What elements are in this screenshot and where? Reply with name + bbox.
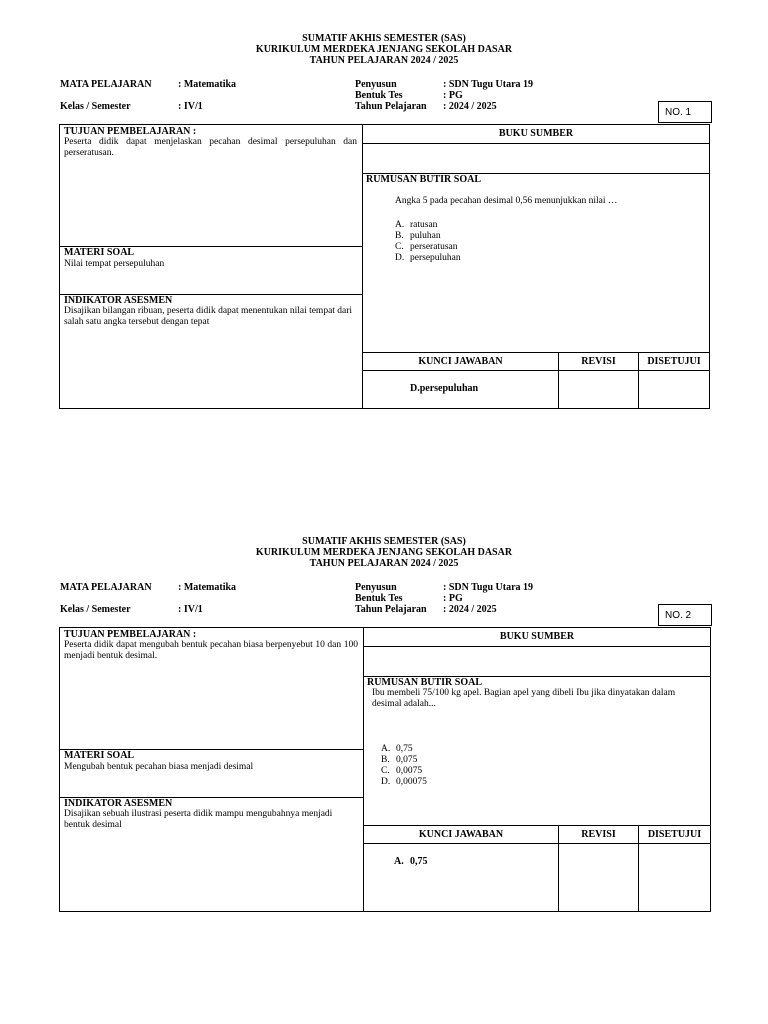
question-text: Angka 5 pada pecahan desimal 0,56 menunjukkan nilai … [395,196,618,206]
materi-text: Nilai tempat persepuluhan [64,259,165,269]
disetujui-title: DISETUJUI [647,356,701,367]
kelas-label: Kelas / Semester [60,604,131,615]
option-d: D. persepuluhan [395,253,461,263]
kelas-value: : IV/1 [178,101,203,112]
question-text: Ibu membeli 75/100 kg apel. Bagian apel yang dibeli Ibu jika dinyatakan dalam desimal adalah... [372,688,676,709]
penyusun-value: : SDN Tugu Utara 19 [443,79,534,90]
question-number-box: NO. 2 [658,604,712,626]
option-d: D. 0,00075 [381,777,427,787]
question-number-box: NO. 1 [658,101,712,123]
rumusan-title: RUMUSAN BUTIR SOAL [367,677,483,688]
revisi-title: REVISI [581,829,616,840]
kunci-title: KUNCI JAWABAN [418,356,503,367]
mapel-value: : Matematika [178,582,237,593]
divider [363,825,710,826]
tujuan-text: Peserta didik dapat menjelaskan pecahan desimal persepuluhan dan perseratusan. [64,137,357,158]
header-curriculum: KURIKULUM MERDEKA JENJANG SEKOLAH DASAR [255,547,513,558]
indikator-title: INDIKATOR ASESMEN [64,798,173,809]
answer-key: D.persepuluhan [410,383,479,394]
question-grid [59,627,711,912]
answer-key: A. 0,75 [394,856,428,867]
mapel-value: : Matematika [178,79,237,90]
penyusun-label: Penyusun [355,582,397,593]
tahun-label: Tahun Pelajaran [355,101,427,112]
materi-title: MATERI SOAL [64,750,135,761]
option-a: A. 0,75 [381,744,413,754]
tujuan-title: TUJUAN PEMBELAJARAN : [64,126,197,137]
header-curriculum: KURIKULUM MERDEKA JENJANG SEKOLAH DASAR [255,44,513,55]
penyusun-label: Penyusun [355,79,397,90]
bentuk-label: Bentuk Tes [355,593,403,604]
bentuk-value: : PG [443,90,463,101]
penyusun-value: : SDN Tugu Utara 19 [443,582,534,593]
mapel-label: MATA PELAJARAN [60,79,152,90]
kelas-label: Kelas / Semester [60,101,131,112]
option-b: B. puluhan [395,231,441,241]
buku-sumber-title: BUKU SUMBER [499,631,575,642]
kelas-value: : IV/1 [178,604,203,615]
option-c: C. 0,0075 [381,766,423,776]
divider [363,843,710,844]
bentuk-value: : PG [443,593,463,604]
divider [362,352,709,353]
header-year: TAHUN PELAJARAN 2024 / 2025 [309,55,459,66]
tujuan-text: Peserta didik dapat mengubah bentuk pecahan biasa berpenyebut 10 dan 100 menjadi bentuk desimal. [64,640,358,661]
materi-title: MATERI SOAL [64,247,135,258]
option-b: B. 0,075 [381,755,418,765]
indikator-title: INDIKATOR ASESMEN [64,295,173,306]
indikator-text: Disajikan bilangan ribuan, peserta didik dapat menentukan nilai tempat dari salah satu angka tersebut dengan tepat [64,306,353,327]
materi-text: Mengubah bentuk pecahan biasa menjadi desimal [64,762,254,772]
indikator-text: Disajikan sebuah ilustrasi peserta didik mampu mengubahnya menjadi bentuk desimal [64,809,333,830]
disetujui-title: DISETUJUI [647,829,702,840]
question-card-1 [0,0,768,410]
divider [362,143,709,144]
kunci-title: KUNCI JAWABAN [418,829,504,840]
divider [363,628,364,911]
rumusan-title: RUMUSAN BUTIR SOAL [366,174,482,185]
tujuan-title: TUJUAN PEMBELAJARAN : [64,629,197,640]
revisi-title: REVISI [581,356,616,367]
mapel-label: MATA PELAJARAN [60,582,152,593]
option-c: C. perseratusan [395,242,458,252]
divider [362,370,709,371]
tahun-value: : 2024 / 2025 [443,604,497,615]
option-a: A. ratusan [395,220,438,230]
question-card-2 [0,503,768,913]
tahun-value: : 2024 / 2025 [443,101,497,112]
header-title: SUMATIF AKHIS SEMESTER (SAS) [302,536,466,547]
header-title: SUMATIF AKHIS SEMESTER (SAS) [302,33,466,44]
divider [363,646,710,647]
tahun-label: Tahun Pelajaran [355,604,427,615]
header-year: TAHUN PELAJARAN 2024 / 2025 [309,558,459,569]
bentuk-label: Bentuk Tes [355,90,403,101]
buku-sumber-title: BUKU SUMBER [498,128,574,139]
question-grid [59,124,710,409]
